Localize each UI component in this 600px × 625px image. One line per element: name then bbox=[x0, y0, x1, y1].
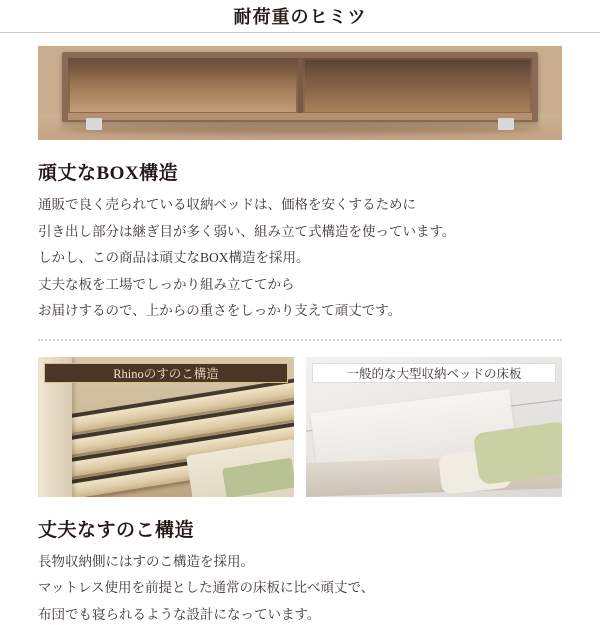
page-header bbox=[0, 0, 600, 33]
paragraph-line: 丈夫な板を工場でしっかり組み立ててから bbox=[38, 276, 295, 292]
paragraph-line: 長物収納側にはすのこ構造を採用。 bbox=[38, 553, 254, 569]
paragraph-line: お届けするので、上からの重さをしっかり支えて頑丈です。 bbox=[38, 303, 402, 319]
photo-shadow bbox=[58, 124, 542, 134]
box-structure-text bbox=[38, 195, 562, 321]
section-divider bbox=[38, 339, 562, 341]
storage-compartment-right bbox=[305, 60, 531, 112]
slat-photo-caption: Rhinoのすのこ構造 bbox=[44, 363, 288, 383]
bed-frame bbox=[62, 52, 538, 122]
section-box-structure bbox=[0, 46, 600, 321]
standard-board-photo bbox=[306, 357, 562, 497]
paragraph-line: 引き出し部分は継ぎ目が多く弱い、組み立て式構造を使っています。 bbox=[38, 223, 456, 239]
storage-compartment-left bbox=[70, 60, 296, 112]
section-slat-structure bbox=[0, 357, 600, 625]
box-structure-heading: 頑丈なBOX構造 bbox=[38, 163, 179, 184]
bed-interior bbox=[68, 58, 532, 114]
frame-lip bbox=[68, 113, 532, 120]
slat-structure-photo bbox=[38, 357, 294, 497]
paragraph-line: マットレス使用を前提とした通常の床板に比べ頑丈で、 bbox=[38, 580, 375, 596]
bed-foot-right bbox=[498, 118, 514, 130]
comparison-photo-row bbox=[38, 357, 562, 497]
paragraph-line: しかし、この商品は頑丈なBOX構造を採用。 bbox=[38, 250, 310, 266]
center-divider bbox=[298, 58, 303, 114]
slat-structure-text bbox=[38, 552, 562, 625]
paragraph-line: 布団でも寝られるような設計になっています。 bbox=[38, 606, 321, 622]
bed-foot-left bbox=[86, 118, 102, 130]
standard-board-caption: 一般的な大型収納ベッドの床板 bbox=[312, 363, 556, 383]
box-structure-photo bbox=[38, 46, 562, 140]
slat-structure-heading: 丈夫なすのこ構造 bbox=[38, 519, 195, 541]
paragraph-line: 通販で良く売られている収納ベッドは、価格を安くするために bbox=[38, 197, 416, 212]
page-title: 耐荷重のヒミツ bbox=[233, 7, 367, 27]
